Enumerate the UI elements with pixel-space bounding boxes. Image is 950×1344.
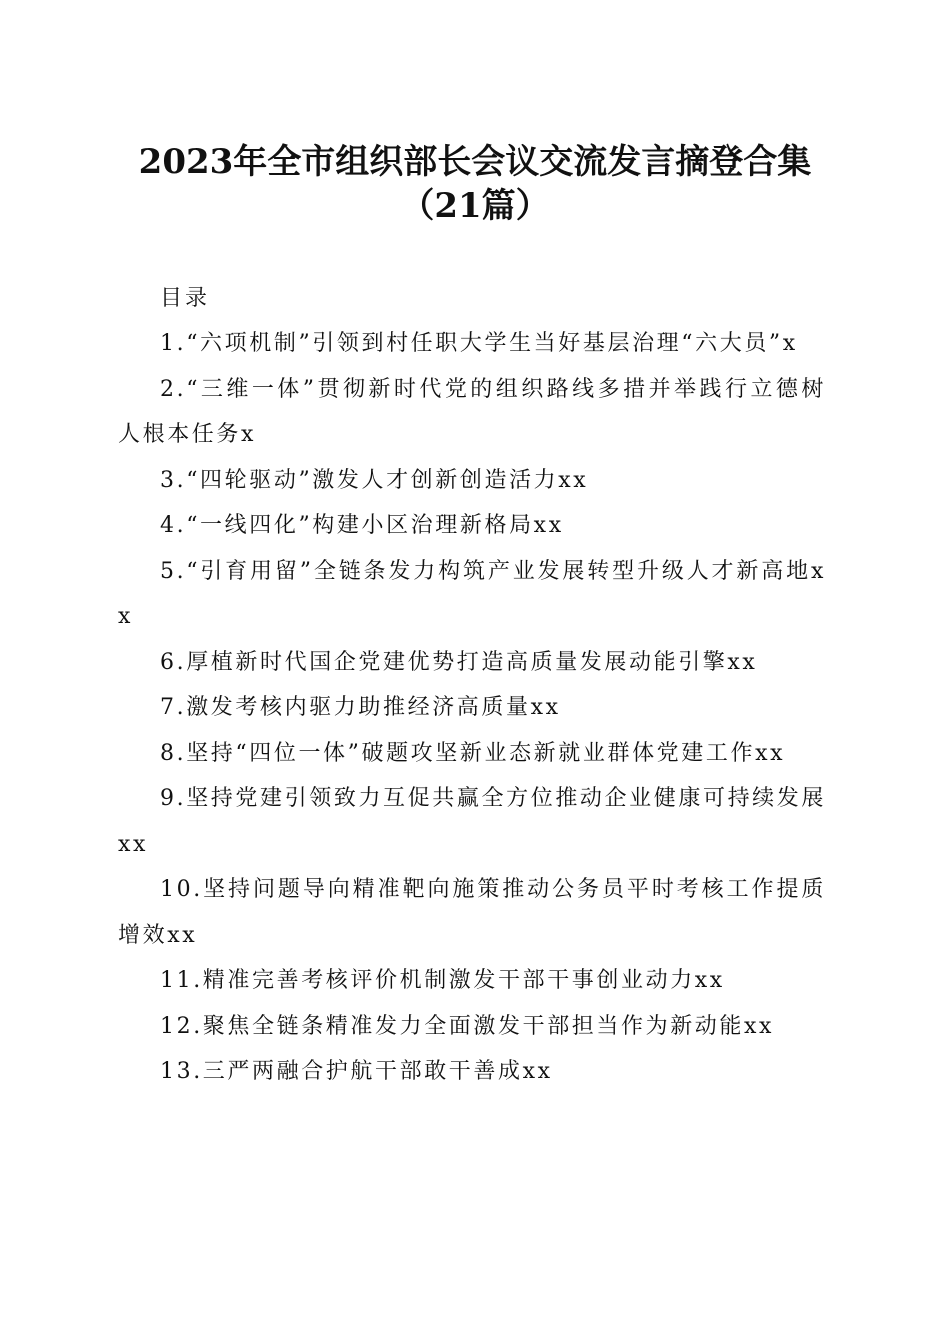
toc-item-3[interactable]: 3.“四轮驱动”激发人才创新创造活力xx xyxy=(160,467,589,493)
toc-item-11[interactable]: 11.精准完善考核评价机制激发干部干事创业动力xx xyxy=(160,968,725,993)
toc-item-5[interactable]: 5.“引育用留”全链条发力构筑产业发展转型升级人才新高地xx xyxy=(118,558,826,629)
toc-item-12[interactable]: 12.聚焦全链条精准发力全面激发干部担当作为新动能xx xyxy=(160,1013,775,1039)
toc-item-9[interactable]: 9.坚持党建引领致力互促共赢全方位推动企业健康可持续发展xx xyxy=(118,786,826,857)
toc-item-7[interactable]: 7.激发考核内驱力助推经济高质量xx xyxy=(160,695,561,720)
document-title-count: （21篇） xyxy=(400,186,550,226)
toc-item-1[interactable]: 1.“六项机制”引领到村任职大学生当好基层治理“六大员”x xyxy=(160,331,798,356)
toc-item-8[interactable]: 8.坚持“四位一体”破题攻坚新业态新就业群体党建工作xx xyxy=(160,740,786,766)
toc-item-6[interactable]: 6.厚植新时代国企党建优势打造高质量发展动能引擎xx xyxy=(160,649,758,675)
toc-item-4[interactable]: 4.“一线四化”构建小区治理新格局xx xyxy=(160,513,564,538)
table-of-contents xyxy=(118,276,826,1095)
toc-heading: 目录 xyxy=(160,286,211,311)
toc-item-10[interactable]: 10.坚持问题导向精准靶向施策推动公务员平时考核工作提质增效xx xyxy=(118,877,826,948)
toc-item-2[interactable]: 2.“三维一体”贯彻新时代党的组织路线多措并举践行立德树人根本任务x xyxy=(118,376,826,447)
toc-list xyxy=(118,321,826,1095)
toc-item-13[interactable]: 13.三严两融合护航干部敢干善成xx xyxy=(160,1059,553,1084)
document-title: 2023年全市组织部长会议交流发言摘登合集 xyxy=(138,142,812,182)
